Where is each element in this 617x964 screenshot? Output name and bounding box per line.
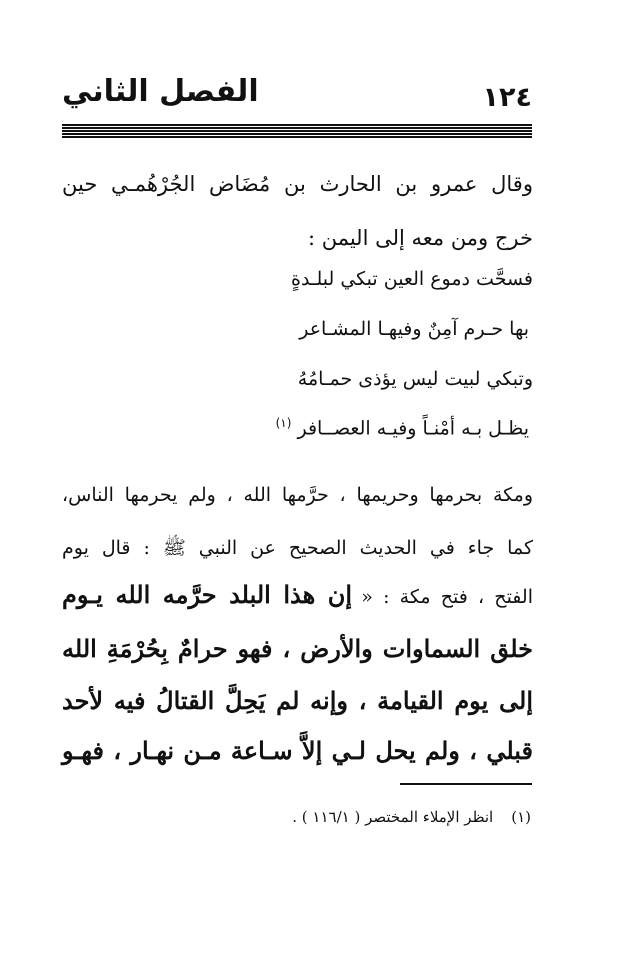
footnote-text: انظر الإملاء المختصر ( ١١٦/١ ) . — [292, 808, 494, 826]
body-line-3: ومكة بحرمها وحريمها ، حرَّمها الله ، ولم يحرمها الناس، — [62, 484, 533, 506]
page-number: ١٢٤ — [482, 82, 532, 113]
body-line-8: قبلي ، ولم يحل لـي إلاَّ سـاعة مـن نهـار ، فهـو — [62, 736, 533, 765]
verse-1-second-hemistich: بها حـرم آمِنٌ وفيهـا المشـاعر — [299, 318, 529, 340]
verse-1-first-hemistich: فسحَّت دموع العين تبكي لبلـدةٍ — [291, 268, 533, 290]
body-line-2: خرج ومن معه إلى اليمن : — [307, 226, 533, 250]
body-line-4: كما جاء في الحديث الصحيح عن النبي ﷺ : قال يوم — [62, 537, 533, 559]
footnote — [292, 808, 531, 826]
footnote-separator — [400, 783, 532, 785]
footnote-number: (١) — [511, 808, 531, 826]
hadith-quote-start: إن هذا البلد حرَّمه الله يـوم — [62, 580, 353, 609]
body-line-5-plain: الفتح ، فتح مكة : « — [361, 586, 533, 608]
footnote-reference: (١) — [275, 416, 292, 430]
header-rule — [62, 124, 532, 138]
body-line-1: وقال عمرو بن الحارث بن مُضَاض الجُرْهُمـي حين — [62, 172, 533, 196]
verse-2-second-hemistich-text: يظـل بـه أمْنـاً وفيـه العصــافر — [297, 417, 529, 440]
chapter-title: الفصل الثاني — [62, 74, 259, 109]
verse-2-second-hemistich — [276, 416, 529, 439]
body-line-6: خلق السماوات والأرض ، فهو حرامٌ بِحُرْمَةِ الله — [62, 634, 533, 663]
page-header — [62, 74, 532, 120]
body-line-7: إلى يوم القيامة ، وإنه لم يَحِلَّ القتالُ فيه لأحد — [62, 686, 533, 715]
verse-2-first-hemistich: وتبكي لبيت ليس يؤذى حمـامُهُ — [297, 368, 533, 390]
body-line-5 — [62, 580, 533, 609]
